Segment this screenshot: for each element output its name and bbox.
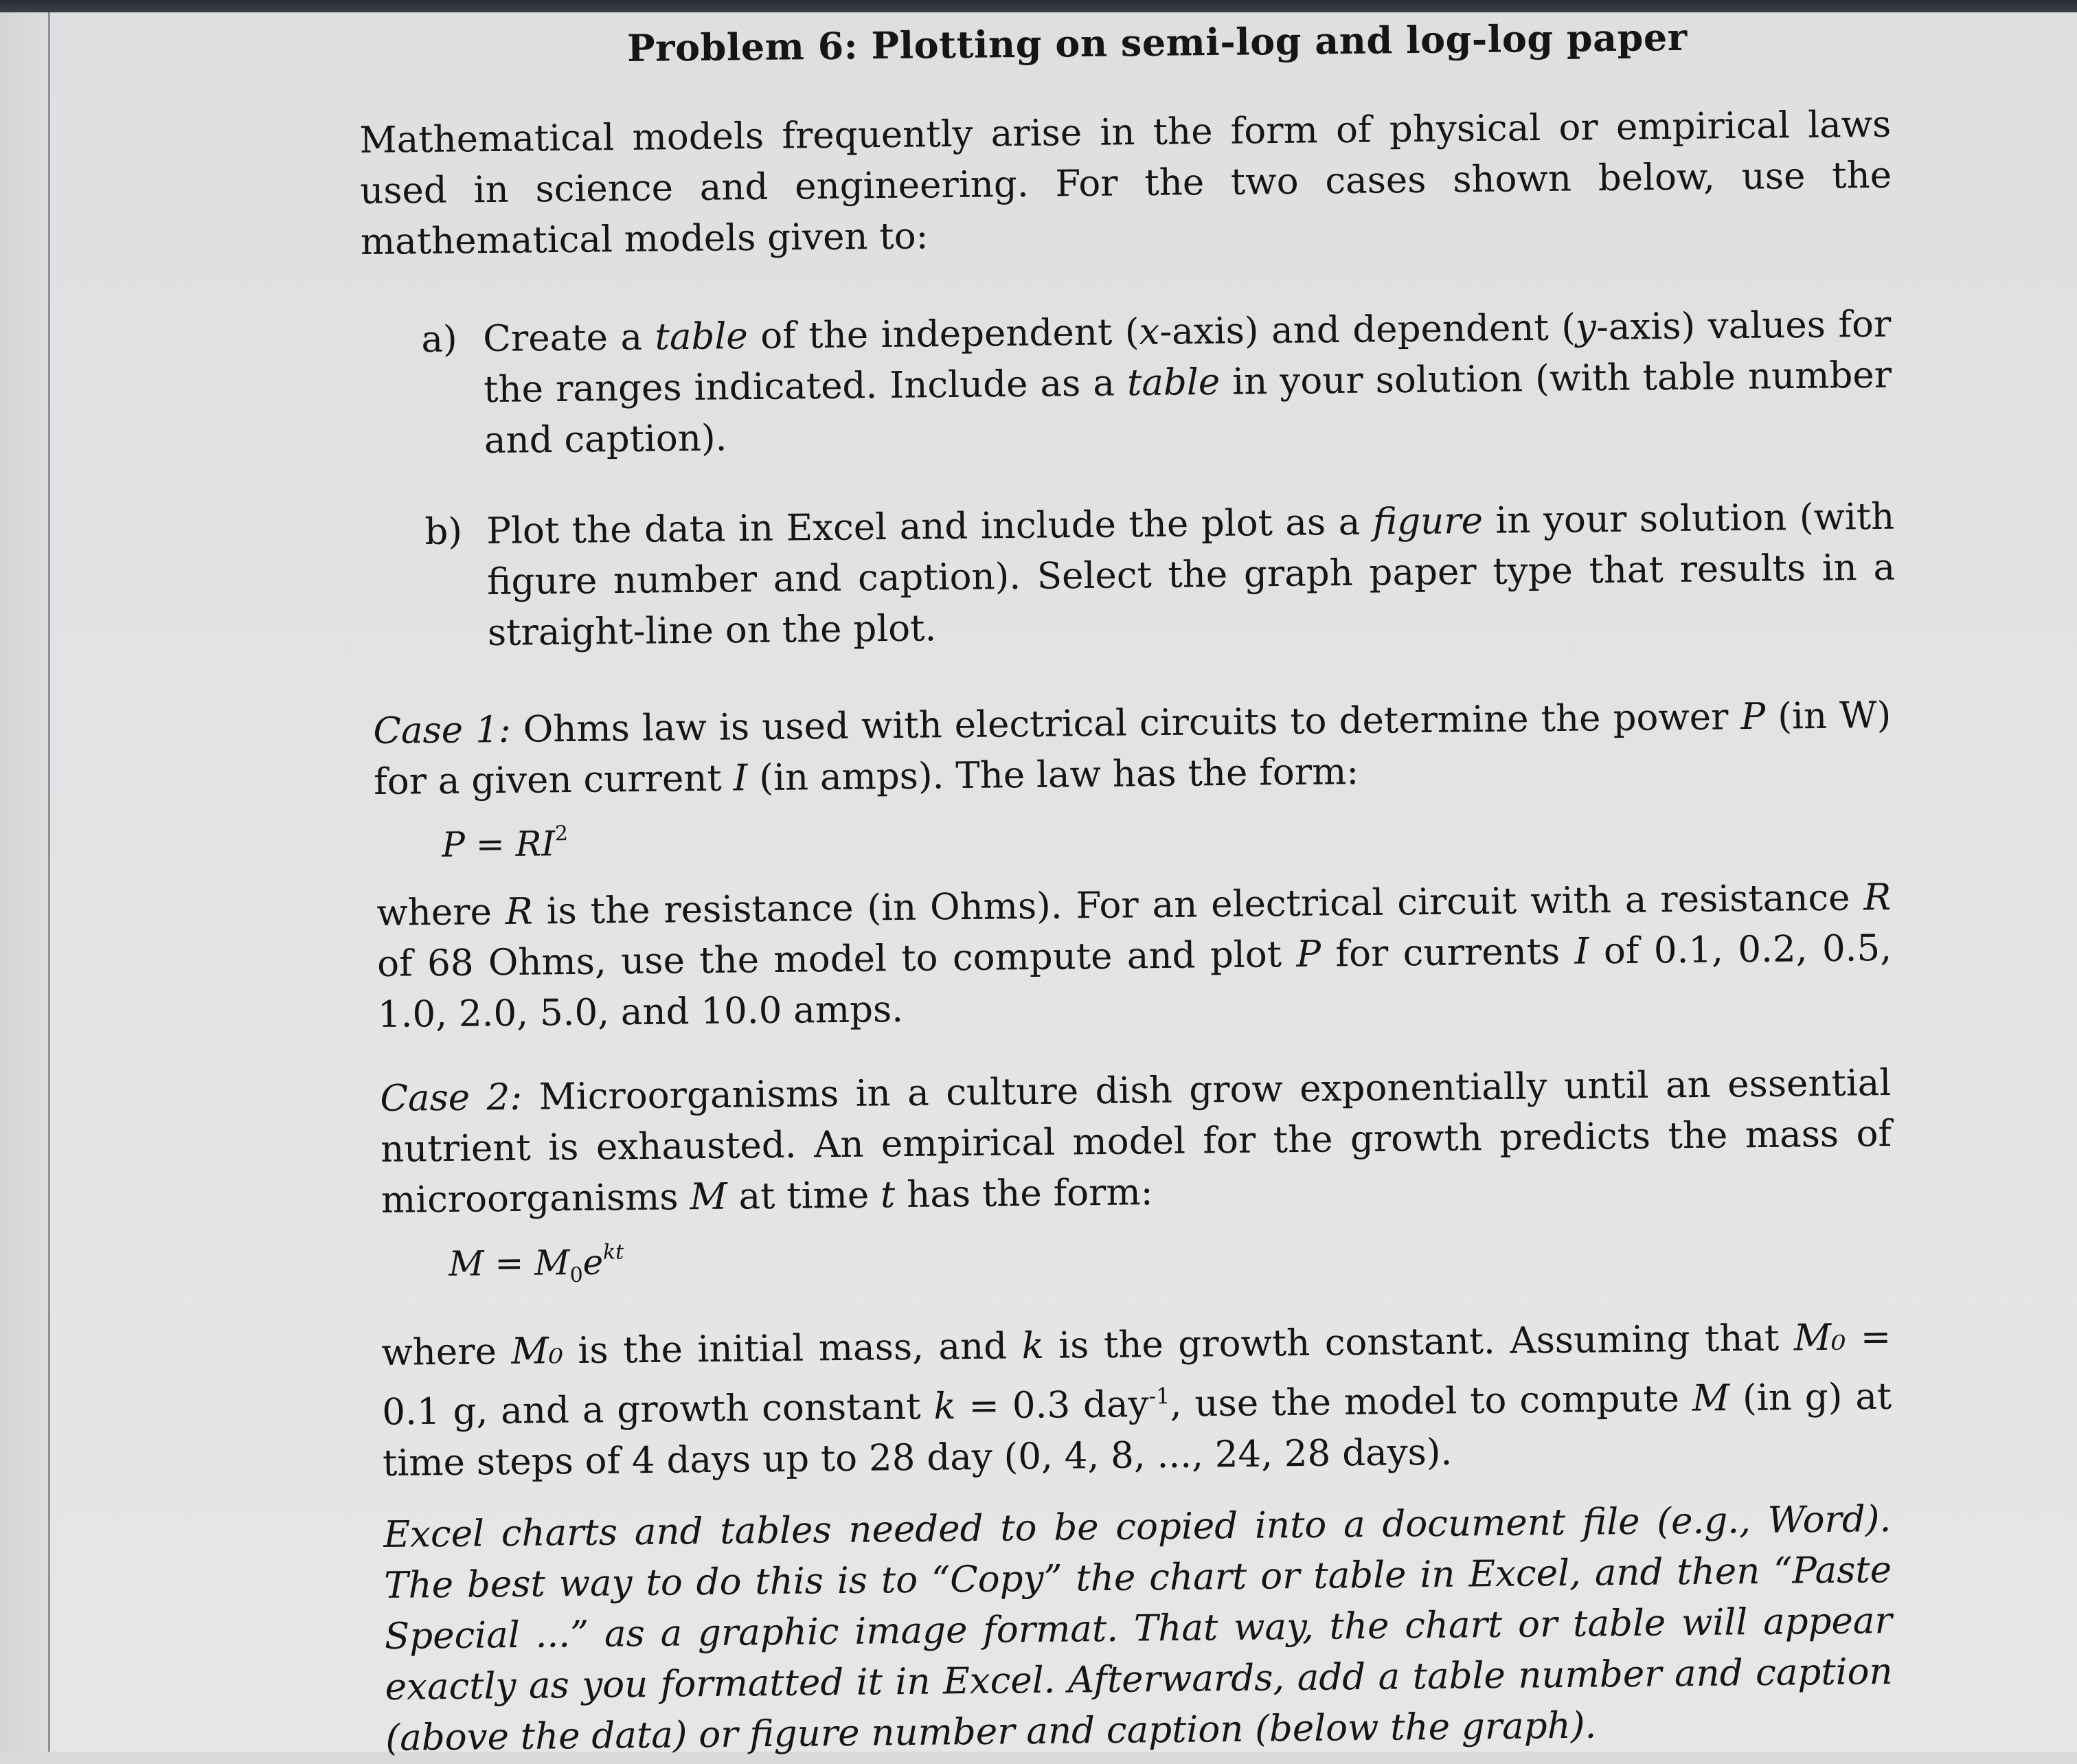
document-page <box>50 12 2077 1759</box>
excel-instructions-note: Excel charts and tables needed to be copied into a document file (e.g., Word). The best way to do this is to “Copy” the chart or table in Excel, and then “Paste Special ...” as a graphic image format. That way, the chart or table will appear exactly as you formatted it in Excel. Afterwards, add a table number and caption (above the data) or figure number and caption (below the graph). <box>383 1498 1893 1759</box>
case1-detail-paragraph: where R is the resistance (in Ohms). For an electrical circuit with a resistance R of 68 Ohms, use the model to compute and plot P for currents I of 0.1, 0.2, 0.5, 1.0, 2.0, 5.0, and 10.0 amps. <box>376 876 1892 1036</box>
page-title: Problem 6: Plotting on semi-log and log-log paper <box>626 14 1688 70</box>
case2-paragraph: Case 2: Microorganisms in a culture dish grow exponentially until an essential nutrient is exhausted. An empirical model for the growth predicts the mass of microorganisms M at time t has the form: <box>380 1061 1892 1221</box>
screen-bezel <box>0 0 2077 12</box>
case2-detail-paragraph: where M₀ is the initial mass, and k is the growth constant. Assuming that M₀ = 0.1 g, and a growth constant k = 0.3 day$^{-1}$, use the model to compute M (in g) at time steps of 4 days up to 28 day (0, 4, 8, ..., 24, 28 days). <box>381 1315 1892 1484</box>
case1-label: Case 1: <box>373 708 512 752</box>
task-a-marker: a) <box>421 318 457 361</box>
task-b <box>424 491 1901 655</box>
case1-paragraph: Case 1: Ohms law is used with electrical circuits to determine the power P (in W) for a given current I (in amps). The law has the form: <box>373 694 1892 803</box>
case1-equation: $P = RI^2$ <box>442 822 569 865</box>
task-b-marker: b) <box>424 510 463 553</box>
case2-equation: $M = M_0e^{kt}$ <box>449 1240 624 1288</box>
task-a-text: Create a table of the independent (x-axis) and dependent (y-axis) values for the ranges indicated. Include as a table in your solution (with table number and caption). <box>483 303 1892 462</box>
intro-paragraph: Mathematical models frequently arise in the form of physical or empirical laws used in science and engineering. For the two cases shown below, use the mathematical models given to: <box>359 103 1892 263</box>
document-left-margin <box>0 12 48 1752</box>
task-b-text: Plot the data in Excel and include the plot as a figure in your solution (with figure number and caption). Select the graph paper type that results in a straight-line on the plot. <box>486 495 1896 655</box>
case2-label: Case 2: <box>380 1076 523 1120</box>
task-a <box>421 299 1898 462</box>
